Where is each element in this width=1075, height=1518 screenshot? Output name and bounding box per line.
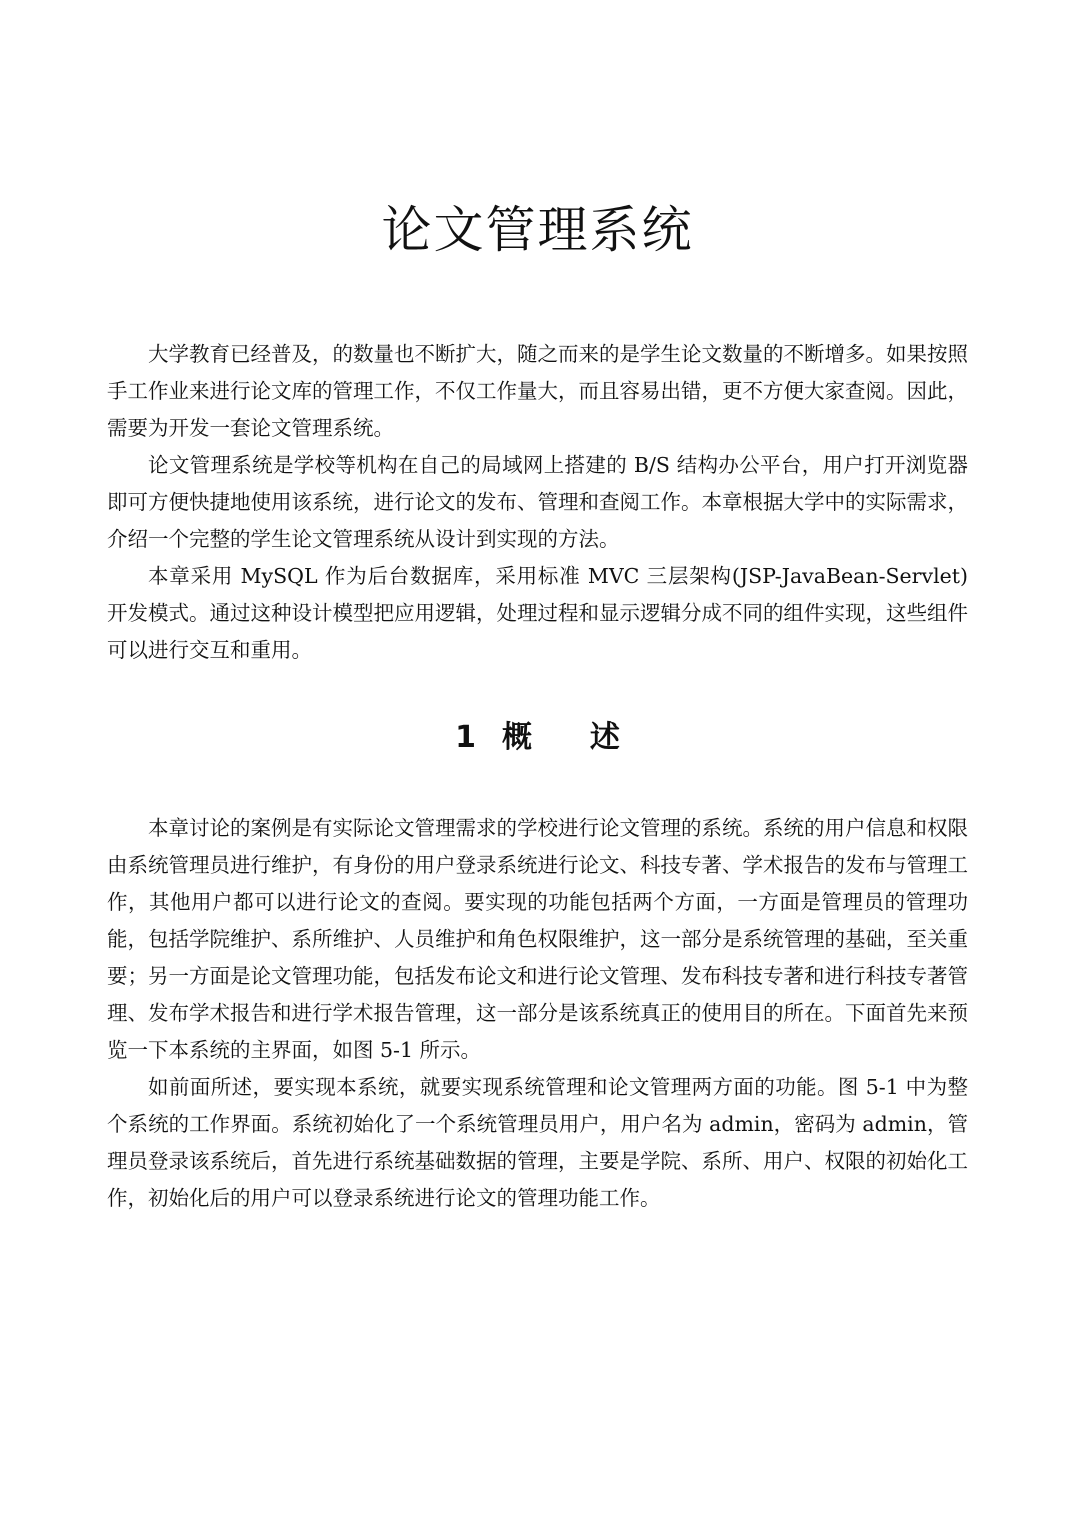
document-title: 论文管理系统 xyxy=(381,201,694,259)
overview-section xyxy=(107,810,968,1217)
section-number: 1 xyxy=(455,720,476,755)
intro-paragraph: 本章采用 MySQL 作为后台数据库，采用标准 MVC 三层架构(JSP-JavaBean-Servlet)开发模式。通过这种设计模型把应用逻辑，处理过程和显示逻辑分成不同的组件实现，这些组件可以进行交互和重用。 xyxy=(107,564,968,662)
intro-paragraph: 大学教育已经普及，的数量也不断扩大，随之而来的是学生论文数量的不断增多。如果按照手工作业来进行论文库的管理工作，不仅工作量大，而且容易出错，更不方便大家查阅。因此，需要为开发一套论文管理系统。 xyxy=(107,342,968,440)
intro-section xyxy=(107,336,968,669)
overview-paragraph: 本章讨论的案例是有实际论文管理需求的学校进行论文管理的系统。系统的用户信息和权限由系统管理员进行维护，有身份的用户登录系统进行论文、科技专著、学术报告的发布与管理工作，其他用户都可以进行论文的查阅。要实现的功能包括两个方面，一方面是管理员的管理功能，包括学院维护、系所维护、人员维护和角色权限维护，这一部分是系统管理的基础，至关重要；另一方面是论文管理功能，包括发布论文和进行论文管理、发布科技专著和进行科技专著管理、发布学术报告和进行学术报告管理，这一部分是该系统真正的使用目的所在。下面首先来预览一下本系统的主界面，如图 5-1 所示。 xyxy=(107,816,968,1062)
overview-paragraph: 如前面所述，要实现本系统，就要实现系统管理和论文管理两方面的功能。图 5-1 中为整个系统的工作界面。系统初始化了一个系统管理员用户，用户名为 admin，密码为 admin，管理员登录该系统后，首先进行系统基础数据的管理，主要是学院、系所、用户、权限的初始化工作，初始化后的用户可以登录系统进行论文的管理功能工作。 xyxy=(107,1075,968,1210)
section-heading xyxy=(0,714,1075,762)
section-title: 概述 xyxy=(501,720,678,755)
intro-paragraph: 论文管理系统是学校等机构在自己的局域网上搭建的 B/S 结构办公平台，用户打开浏览器即可方便快捷地使用该系统，进行论文的发布、管理和查阅工作。本章根据大学中的实际需求，介绍一个完整的学生论文管理系统从设计到实现的方法。 xyxy=(107,453,968,551)
